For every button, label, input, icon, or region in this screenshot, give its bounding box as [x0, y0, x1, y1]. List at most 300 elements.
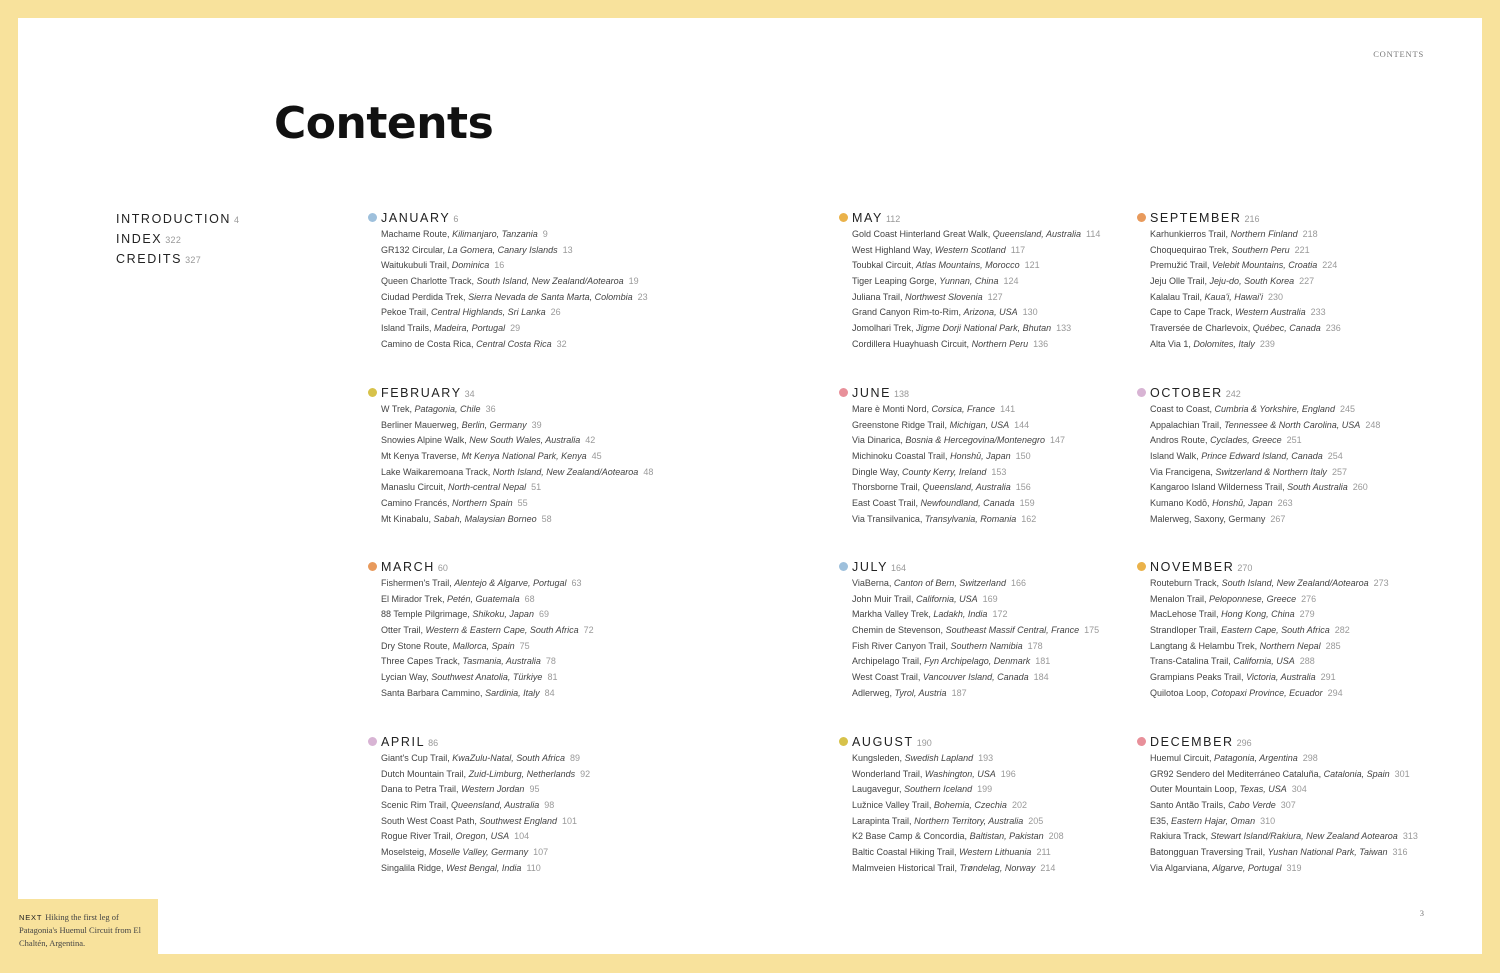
- trail-entry[interactable]: [381, 751, 590, 767]
- trail-name: Manaslu Circuit,: [381, 482, 446, 493]
- trail-name: Traversée de Charlevoix,: [1150, 323, 1251, 334]
- trail-page: 310: [1260, 815, 1276, 826]
- trail-page: 181: [1035, 656, 1051, 667]
- month-heading[interactable]: [1150, 733, 1418, 751]
- trail-entry[interactable]: [381, 686, 594, 702]
- front-matter-page: 322: [165, 235, 182, 245]
- trail-entry[interactable]: [381, 798, 590, 814]
- month-page: 296: [1236, 738, 1252, 748]
- trail-location: North Island, New Zealand/Aotearoa: [492, 466, 639, 477]
- trail-location: Eastern Hajar, Oman: [1171, 815, 1256, 826]
- trail-name: Via Algarviana,: [1150, 862, 1210, 873]
- trail-entry[interactable]: [852, 290, 1100, 306]
- trail-entry[interactable]: [1150, 449, 1380, 465]
- month-dot-icon: [839, 562, 848, 571]
- trail-page: 319: [1286, 862, 1302, 873]
- trail-location: California, USA: [916, 593, 978, 604]
- trail-entry[interactable]: [1150, 814, 1418, 830]
- trail-entry[interactable]: [381, 480, 653, 496]
- trail-page: 133: [1056, 323, 1072, 334]
- trail-location: Southeast Massif Central, France: [945, 625, 1080, 636]
- trail-entry[interactable]: [381, 418, 653, 434]
- trail-location: Sardinia, Italy: [485, 687, 540, 698]
- trail-name: Coast to Coast,: [1150, 404, 1213, 414]
- trail-location: Central Highlands, Sri Lanka: [431, 307, 546, 318]
- trail-location: Texas, USA: [1239, 784, 1287, 795]
- trail-entry[interactable]: [381, 274, 648, 290]
- trail-page: 193: [978, 753, 994, 763]
- trail-location: Bosnia & Hercegovina/Montenegro: [905, 435, 1045, 446]
- month-section-june: [852, 384, 1065, 528]
- trail-name: Choquequirao Trek,: [1150, 244, 1230, 255]
- trail-name: Ciudad Perdida Trek,: [381, 291, 466, 302]
- trail-page: 294: [1327, 687, 1343, 698]
- trail-entry[interactable]: [1150, 274, 1341, 290]
- trail-page: 153: [991, 466, 1007, 477]
- trail-page: 304: [1291, 784, 1307, 795]
- front-matter-label: CREDITS: [116, 252, 183, 266]
- trail-location: Tyrol, Austria: [894, 687, 947, 698]
- trail-name: Dana to Petra Trail,: [381, 784, 459, 795]
- trail-name: Singalila Ridge,: [381, 862, 444, 873]
- trail-entry[interactable]: [381, 305, 648, 321]
- trail-location: Queensland, Australia: [922, 482, 1011, 493]
- trail-name: Fish River Canyon Trail,: [852, 640, 949, 651]
- trail-entry[interactable]: [1150, 512, 1380, 528]
- month-dot-icon: [839, 737, 848, 746]
- trail-page: 121: [1024, 260, 1040, 271]
- month-section-january: [381, 209, 648, 353]
- month-section-october: [1150, 384, 1380, 528]
- trail-location: Mt Kenya National Park, Kenya: [461, 451, 587, 462]
- month-name: FEBRUARY: [381, 386, 462, 400]
- trail-page: 273: [1373, 578, 1389, 588]
- trail-name: Cape to Cape Track,: [1150, 307, 1233, 318]
- trail-page: 51: [531, 482, 542, 493]
- trail-entry[interactable]: [381, 290, 648, 306]
- month-heading[interactable]: [1150, 558, 1389, 576]
- trail-name: Mt Kenya Traverse,: [381, 451, 460, 462]
- trail-name: Adlerweg,: [852, 687, 893, 698]
- trail-page: 141: [1000, 404, 1016, 414]
- trail-entry[interactable]: [852, 274, 1100, 290]
- trail-name: Markha Valley Trek,: [852, 609, 931, 620]
- front-matter-page: 327: [185, 255, 201, 265]
- trail-entry[interactable]: [852, 433, 1065, 449]
- trail-location: Southern Namibia: [950, 640, 1023, 651]
- month-section-march: [381, 558, 594, 702]
- trail-name: Alta Via 1,: [1150, 338, 1191, 349]
- month-section-july: [852, 558, 1099, 702]
- trail-name: Wonderland Trail,: [852, 768, 923, 779]
- trail-page: 260: [1352, 482, 1368, 493]
- trail-location: Newfoundland, Canada: [920, 498, 1015, 509]
- trail-entry[interactable]: [381, 227, 648, 243]
- trail-location: New South Wales, Australia: [469, 435, 581, 446]
- trail-page: 172: [992, 609, 1008, 620]
- trail-entry[interactable]: [852, 686, 1099, 702]
- month-heading[interactable]: [381, 209, 648, 227]
- trail-location: Kilimanjaro, Tanzania: [452, 229, 538, 239]
- trail-location: Fyn Archipelago, Denmark: [924, 656, 1031, 667]
- trail-name: Queen Charlotte Track,: [381, 276, 475, 287]
- trail-entry[interactable]: [852, 845, 1064, 861]
- trail-entry[interactable]: [381, 829, 590, 845]
- trail-entry[interactable]: [1150, 845, 1418, 861]
- trail-name: Greenstone Ridge Trail,: [852, 419, 948, 430]
- trail-location: Washington, USA: [924, 768, 996, 779]
- trail-location: Michigan, USA: [949, 419, 1010, 430]
- trail-location: Southern Iceland: [904, 784, 973, 795]
- trail-page: 127: [987, 291, 1003, 302]
- month-heading[interactable]: [852, 733, 1064, 751]
- month-dot-icon: [839, 388, 848, 397]
- trail-location: La Gomera, Canary Islands: [447, 244, 558, 255]
- trail-page: 98: [544, 800, 555, 811]
- trail-page: 245: [1339, 404, 1355, 414]
- page-title: Contents: [274, 98, 494, 149]
- trail-page: 169: [982, 593, 998, 604]
- trail-location: Cotopaxi Province, Ecuador: [1211, 687, 1323, 698]
- running-head: CONTENTS: [1373, 49, 1424, 59]
- trail-page: 89: [569, 753, 580, 763]
- trail-entry[interactable]: [1150, 305, 1341, 321]
- trail-entry[interactable]: [852, 814, 1064, 830]
- trail-entry[interactable]: [1150, 243, 1341, 259]
- trail-name: ViaBerna,: [852, 578, 892, 588]
- trail-name: Waitukubuli Trail,: [381, 260, 450, 271]
- trail-entry[interactable]: [1150, 654, 1389, 670]
- trail-entry[interactable]: [852, 654, 1099, 670]
- trail-entry[interactable]: [1150, 623, 1389, 639]
- trail-entry[interactable]: [1150, 782, 1418, 798]
- trail-page: 23: [637, 291, 648, 302]
- trail-location: Yunnan, China: [939, 276, 999, 287]
- trail-entry[interactable]: [1150, 798, 1418, 814]
- month-dot-icon: [1137, 213, 1146, 222]
- trail-entry[interactable]: [381, 623, 594, 639]
- page-number: 3: [1419, 908, 1424, 918]
- trail-entry[interactable]: [852, 243, 1100, 259]
- trail-page: 144: [1014, 419, 1030, 430]
- trail-entry[interactable]: [381, 861, 590, 877]
- trail-entry[interactable]: [852, 623, 1099, 639]
- trail-entry[interactable]: [852, 798, 1064, 814]
- front-matter-item[interactable]: [116, 229, 239, 249]
- month-heading[interactable]: [1150, 384, 1380, 402]
- trail-page: 16: [494, 260, 505, 271]
- trail-name: Scenic Rim Trail,: [381, 800, 449, 811]
- trail-name: Island Walk,: [1150, 451, 1199, 462]
- trail-entry[interactable]: [852, 607, 1099, 623]
- trail-entry[interactable]: [381, 592, 594, 608]
- trail-page: 156: [1015, 482, 1031, 493]
- trail-entry[interactable]: [852, 592, 1099, 608]
- trail-entry[interactable]: [852, 829, 1064, 845]
- trail-location: Western Jordan: [461, 784, 525, 795]
- trail-entry[interactable]: [1150, 592, 1389, 608]
- month-section-may: [852, 209, 1100, 353]
- trail-entry[interactable]: [1150, 751, 1418, 767]
- month-name: SEPTEMBER: [1150, 211, 1242, 225]
- trail-name: Jeju Olle Trail,: [1150, 276, 1208, 287]
- front-matter-item[interactable]: [116, 209, 239, 229]
- trail-location: Northern Territory, Australia: [914, 815, 1024, 826]
- trail-entry[interactable]: [1150, 433, 1380, 449]
- trail-location: KwaZulu-Natal, South Africa: [452, 753, 565, 763]
- month-dot-icon: [1137, 562, 1146, 571]
- trail-page: 221: [1294, 244, 1310, 255]
- month-page: 190: [916, 738, 932, 748]
- trail-page: 130: [1022, 307, 1038, 318]
- trail-entry[interactable]: [1150, 321, 1341, 337]
- trail-location: Switzerland & Northern Italy: [1215, 466, 1327, 477]
- trail-location: South Australia: [1287, 482, 1348, 493]
- month-heading[interactable]: [852, 209, 1100, 227]
- front-matter-label: INTRODUCTION: [116, 212, 232, 226]
- trail-entry[interactable]: [852, 337, 1100, 353]
- trail-entry[interactable]: [852, 449, 1065, 465]
- trail-name: Routeburn Track,: [1150, 578, 1220, 588]
- trail-entry[interactable]: [852, 258, 1100, 274]
- trail-name: 88 Temple Pilgrimage,: [381, 609, 470, 620]
- month-heading[interactable]: [852, 384, 1065, 402]
- trail-location: Stewart Island/Rakiura, New Zealand Aotearoa: [1210, 831, 1398, 842]
- trail-location: Prince Edward Island, Canada: [1201, 451, 1323, 462]
- trail-entry[interactable]: [381, 512, 653, 528]
- month-name: JULY: [852, 560, 889, 574]
- trail-location: Madeira, Portugal: [434, 323, 506, 334]
- trail-name: Machame Route,: [381, 229, 450, 239]
- trail-page: 78: [545, 656, 556, 667]
- trail-entry[interactable]: [1150, 576, 1389, 592]
- trail-page: 58: [541, 513, 552, 524]
- trail-page: 236: [1325, 323, 1341, 334]
- book-page: [18, 18, 1482, 954]
- trail-name: Lake Waikaremoana Track,: [381, 466, 491, 477]
- trail-location: Southwest England: [479, 815, 557, 826]
- trail-entry[interactable]: [1150, 607, 1389, 623]
- trail-name: Moselsteig,: [381, 847, 427, 858]
- month-dot-icon: [368, 737, 377, 746]
- trail-entry[interactable]: [852, 465, 1065, 481]
- trail-entry[interactable]: [381, 845, 590, 861]
- trail-entry[interactable]: [381, 465, 653, 481]
- trail-name: Via Dinarica,: [852, 435, 903, 446]
- trail-entry[interactable]: [1150, 639, 1389, 655]
- trail-entry[interactable]: [852, 576, 1099, 592]
- trail-entry[interactable]: [381, 258, 648, 274]
- next-caption: Hiking the first leg of Patagonia's Huemul Circuit from El Chaltén, Argentina.: [19, 912, 141, 948]
- trail-name: John Muir Trail,: [852, 593, 914, 604]
- trail-entry[interactable]: [1150, 829, 1418, 845]
- trail-name: Mare è Monti Nord,: [852, 404, 930, 414]
- trail-entry[interactable]: [381, 496, 653, 512]
- trail-page: 227: [1299, 276, 1315, 287]
- trail-page: 291: [1320, 672, 1336, 683]
- trail-name: Thorsborne Trail,: [852, 482, 921, 493]
- trail-entry[interactable]: [381, 449, 653, 465]
- next-caption-box: [18, 899, 158, 954]
- trail-entry[interactable]: [852, 670, 1099, 686]
- trail-location: Catalonia, Spain: [1323, 768, 1390, 779]
- trail-entry[interactable]: [852, 639, 1099, 655]
- trail-entry[interactable]: [852, 861, 1064, 877]
- trail-location: Berlin, Germany: [461, 419, 527, 430]
- trail-entry[interactable]: [852, 480, 1065, 496]
- trail-entry[interactable]: [852, 321, 1100, 337]
- trail-entry[interactable]: [1150, 496, 1380, 512]
- month-name: NOVEMBER: [1150, 560, 1235, 574]
- trail-entry[interactable]: [381, 670, 594, 686]
- trail-name: Gold Coast Hinterland Great Walk,: [852, 229, 991, 239]
- trail-name: Huemul Circuit,: [1150, 753, 1212, 763]
- trail-location: Eastern Cape, South Africa: [1221, 625, 1330, 636]
- trail-entry[interactable]: [1150, 402, 1380, 418]
- trail-page: 316: [1392, 847, 1408, 858]
- trail-entry[interactable]: [1150, 767, 1418, 783]
- trail-entry[interactable]: [381, 814, 590, 830]
- next-label: NEXT: [19, 913, 43, 922]
- trail-name: Dry Stone Route,: [381, 640, 451, 651]
- trail-entry[interactable]: [381, 402, 653, 418]
- trail-name: Lužnice Valley Trail,: [852, 800, 932, 811]
- trail-location: Patagonia, Argentina: [1214, 753, 1298, 763]
- trail-name: Mt Kinabalu,: [381, 513, 432, 524]
- trail-location: Northern Spain: [452, 498, 513, 509]
- trail-page: 279: [1299, 609, 1315, 620]
- trail-entry[interactable]: [1150, 227, 1341, 243]
- trail-entry[interactable]: [381, 767, 590, 783]
- trail-location: Mallorca, Spain: [452, 640, 515, 651]
- trail-location: Queensland, Australia: [451, 800, 540, 811]
- trail-page: 101: [561, 815, 577, 826]
- month-name: MAY: [852, 211, 883, 225]
- trail-location: Dolomites, Italy: [1193, 338, 1255, 349]
- trail-entry[interactable]: [852, 227, 1100, 243]
- month-dot-icon: [368, 213, 377, 222]
- trail-name: Larapinta Trail,: [852, 815, 912, 826]
- trail-page: 32: [556, 338, 567, 349]
- month-page: 112: [885, 214, 901, 224]
- trail-name: Grampians Peaks Trail,: [1150, 672, 1244, 683]
- month-heading[interactable]: [381, 733, 590, 751]
- trail-entry[interactable]: [852, 496, 1065, 512]
- trail-entry[interactable]: [381, 607, 594, 623]
- trail-location: North-central Nepal: [448, 482, 527, 493]
- trail-entry[interactable]: [381, 782, 590, 798]
- trail-entry[interactable]: [852, 767, 1064, 783]
- trail-page: 218: [1302, 229, 1318, 239]
- trail-entry[interactable]: [852, 512, 1065, 528]
- trail-location: Baltistan, Pakistan: [969, 831, 1044, 842]
- trail-page: 48: [643, 466, 654, 477]
- trail-page: 248: [1365, 419, 1381, 430]
- trail-entry[interactable]: [852, 782, 1064, 798]
- month-dot-icon: [839, 213, 848, 222]
- trail-location: South Island, New Zealand/Aotearoa: [476, 276, 624, 287]
- trail-entry[interactable]: [381, 321, 648, 337]
- trail-entry[interactable]: [1150, 337, 1341, 353]
- trail-name: Three Capes Track,: [381, 656, 461, 667]
- trail-name: Rogue River Trail,: [381, 831, 454, 842]
- trail-entry[interactable]: [1150, 686, 1389, 702]
- trail-location: Moselle Valley, Germany: [429, 847, 529, 858]
- trail-name: K2 Base Camp & Concordia,: [852, 831, 968, 842]
- front-matter-item[interactable]: [116, 249, 239, 269]
- trail-entry[interactable]: [381, 433, 653, 449]
- trail-name: Kumano Kodō,: [1150, 498, 1210, 509]
- trail-entry[interactable]: [1150, 480, 1380, 496]
- month-page: 164: [891, 563, 907, 573]
- trail-name: Menalon Trail,: [1150, 593, 1207, 604]
- trail-name: Lycian Way,: [381, 672, 429, 683]
- trail-entry[interactable]: [852, 418, 1065, 434]
- trail-location: County Kerry, Ireland: [902, 466, 987, 477]
- trail-entry[interactable]: [1150, 670, 1389, 686]
- trail-page: 205: [1028, 815, 1044, 826]
- trail-page: 95: [529, 784, 540, 795]
- trail-location: West Bengal, India: [446, 862, 522, 873]
- trail-entry[interactable]: [852, 751, 1064, 767]
- trail-page: 199: [977, 784, 993, 795]
- trail-location: Alentejo & Algarve, Portugal: [454, 578, 567, 588]
- trail-name: Grand Canyon Rim-to-Rim,: [852, 307, 962, 318]
- month-heading[interactable]: [1150, 209, 1341, 227]
- month-heading[interactable]: [381, 558, 594, 576]
- trail-entry[interactable]: [852, 402, 1065, 418]
- trail-entry[interactable]: [1150, 861, 1418, 877]
- month-page: 216: [1244, 214, 1260, 224]
- month-heading[interactable]: [852, 558, 1099, 576]
- trail-name: Giant's Cup Trail,: [381, 753, 450, 763]
- trail-name: Rakiura Track,: [1150, 831, 1209, 842]
- trail-name: West Coast Trail,: [852, 672, 921, 683]
- trail-entry[interactable]: [381, 243, 648, 259]
- trail-entry[interactable]: [1150, 258, 1341, 274]
- trail-page: 162: [1021, 513, 1037, 524]
- trail-entry[interactable]: [852, 305, 1100, 321]
- trail-page: 117: [1010, 244, 1026, 255]
- trail-page: 159: [1019, 498, 1035, 509]
- month-page: 86: [428, 738, 439, 748]
- trail-location: Sierra Nevada de Santa Marta, Colombia: [468, 291, 633, 302]
- trail-page: 166: [1010, 578, 1026, 588]
- trail-name: East Coast Trail,: [852, 498, 919, 509]
- trail-entry[interactable]: [381, 576, 594, 592]
- trail-page: 26: [550, 307, 561, 318]
- month-heading[interactable]: [381, 384, 653, 402]
- trail-name: Chemin de Stevenson,: [852, 625, 944, 636]
- trail-entry[interactable]: [1150, 465, 1380, 481]
- trail-location: Victoria, Australia: [1246, 672, 1316, 683]
- trail-page: 150: [1015, 451, 1031, 462]
- trail-name: Cordillera Huayhuash Circuit,: [852, 338, 970, 349]
- trail-page: 9: [542, 229, 548, 239]
- month-name: DECEMBER: [1150, 735, 1234, 749]
- trail-location: Vancouver Island, Canada: [922, 672, 1029, 683]
- trail-entry[interactable]: [381, 654, 594, 670]
- trail-page: 19: [628, 276, 639, 287]
- trail-location: Zuid-Limburg, Netherlands: [468, 768, 576, 779]
- trail-location: Transylvania, Romania: [924, 513, 1017, 524]
- trail-entry[interactable]: [1150, 418, 1380, 434]
- trail-entry[interactable]: [1150, 290, 1341, 306]
- trail-page: 175: [1084, 625, 1100, 636]
- trail-name: Dingle Way,: [852, 466, 900, 477]
- trail-entry[interactable]: [381, 337, 648, 353]
- trail-entry[interactable]: [381, 639, 594, 655]
